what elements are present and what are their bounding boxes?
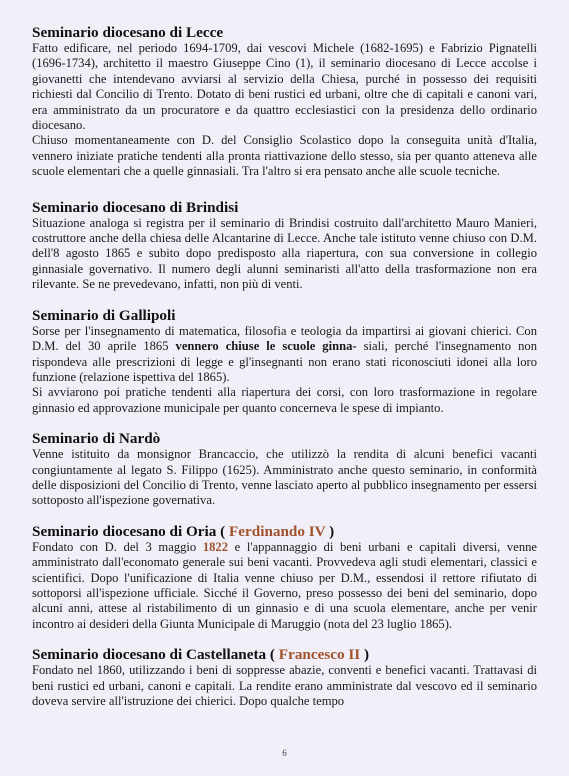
section-lecce xyxy=(32,24,537,180)
title-text: Seminario diocesano di Castellaneta ( xyxy=(32,646,275,664)
section-paragraph xyxy=(32,540,537,632)
section-paragraph: Situazione analoga si registra per il seminario di Brindisi costruito dall'architetto Mauro Manieri, costruttore anche della chiesa delle Alcantarine di Lecce. Anche tale istituto venne chiuso con D.M. dell'8 agosto 1865 e subito dopo predisposto alla riapertura, con sua conversione in collegio ginnasiale governativo. Il numero degli alunni seminaristi all'atto della trasformazione non era rilevante. Se ne prevedevano, infatti, non più di venti. xyxy=(32,215,537,292)
section-title: Seminario di Nardò xyxy=(32,430,161,448)
section-title: Seminario diocesano di Lecce xyxy=(32,24,224,41)
section-title xyxy=(32,646,537,663)
bold-text-run: vennero chiuse le scuole ginna- xyxy=(175,339,357,354)
ruler-name: Francesco II xyxy=(278,646,361,664)
section-paragraph: Si avviarono poi pratiche tendenti alla riapertura dei corsi, con loro trasformazione in regolare ginnasio ed approvazione municipale per quanto concerneva le spese di impianto. xyxy=(32,385,537,415)
section-gallipoli xyxy=(32,307,537,416)
text-run: Fondato con D. del 3 maggio xyxy=(32,539,203,554)
page-number: 6 xyxy=(282,748,287,758)
ruler-name: Ferdinando IV xyxy=(229,522,326,540)
section-paragraph: Chiuso momentaneamente con D. del Consiglio Scolastico dopo la conseguita unità d'Italia, vennero iniziate pratiche tendenti alla pronta riattivazione dello stesso, sia per quanto atteneva alle scuole elementari che a quelle ginnasiali. Tra l'altro si era pensato anche alle scuole tecniche. xyxy=(32,133,537,179)
section-brindisi xyxy=(32,199,537,293)
highlighted-year: 1822 xyxy=(202,539,229,554)
section-paragraph: Venne istituito da monsignor Brancaccio, che utilizzò la rendita di alcuni benefici vacanti congiuntamente al legato S. Filippo (1625). Amministrato anche questo seminario, in conformità delle disposizioni del Concilio di Trento, venne lasciato aperto al pubblico insegnamento per essersi sottoposto all'ispezione governativa. xyxy=(32,447,537,508)
section-paragraph: Fatto edificare, nel periodo 1694-1709, dai vescovi Michele (1682-1695) e Fabrizio Pignatelli (1696-1734), architetto il maestro Giuseppe Cino (1), il seminario diocesano di Lecce accolse i giovanetti che intendevano avviarsi al servizio della Chiesa, purché in possesso dei requisiti richiesti dal Concilio di Trento. Dotato di beni rustici ed urbani, oltre che di capitali e canoni vari, era amministrato da un procuratore e da quattro ecclesiastici con la presidenza dello ordinario diocesano. xyxy=(32,41,537,133)
title-text: Seminario diocesano di Oria ( xyxy=(32,522,226,540)
section-title: Seminario diocesano di Brindisi xyxy=(32,198,239,216)
title-text: ) xyxy=(329,522,335,540)
section-title: Seminario di Gallipoli xyxy=(32,306,176,324)
section-paragraph xyxy=(32,324,537,386)
section-castellaneta xyxy=(32,646,537,709)
section-paragraph: Fondato nel 1860, utilizzando i beni di soppresse abazie, conventi e benefici vacanti. Trattavasi di beni rustici ed urbani, canoni e capitali. La rendite erano amministrate dal vescovo ed il seminario doveva servire all'istruzione dei chierici. Dopo qualche tempo xyxy=(32,663,537,708)
title-text: ) xyxy=(364,646,370,664)
text-run: Sorse per l'insegnamento di matematica, filosofia e teologia da impartirsi ai giovani chierici. Con D.M. del 30 aprile 1865 xyxy=(32,323,537,354)
text-run: e l'appannaggio di beni urbani e capitali diversi, venne amministrato dall'economato generale sui beni vacanti. Provvedeva agli studi elementari, classici e scientifici. Dopo l'unificazione di Italia venne chiuso per D.M., essendosi il rettore rifiutato di sottoporsi all'ispezione ufficiale. Sicché il Governo, preso possesso dei beni del seminario, dopo alcuni anni, attese al ristabilimento di un ginnasio e di una scuola elementare, anche per venir incontro ai desideri della Giunta Municipale di Maruggio (nota del 23 luglio 1865). xyxy=(32,539,537,631)
section-oria xyxy=(32,523,537,632)
section-nardo xyxy=(32,430,537,509)
text-run: siali, perché l'insegnamento non rispondeva alle prescrizioni di legge e gl'insegnanti non erano stati riconosciuti idonei alla loro funzione (relazione ispettiva del 1865). xyxy=(32,339,537,384)
section-title xyxy=(32,523,537,540)
